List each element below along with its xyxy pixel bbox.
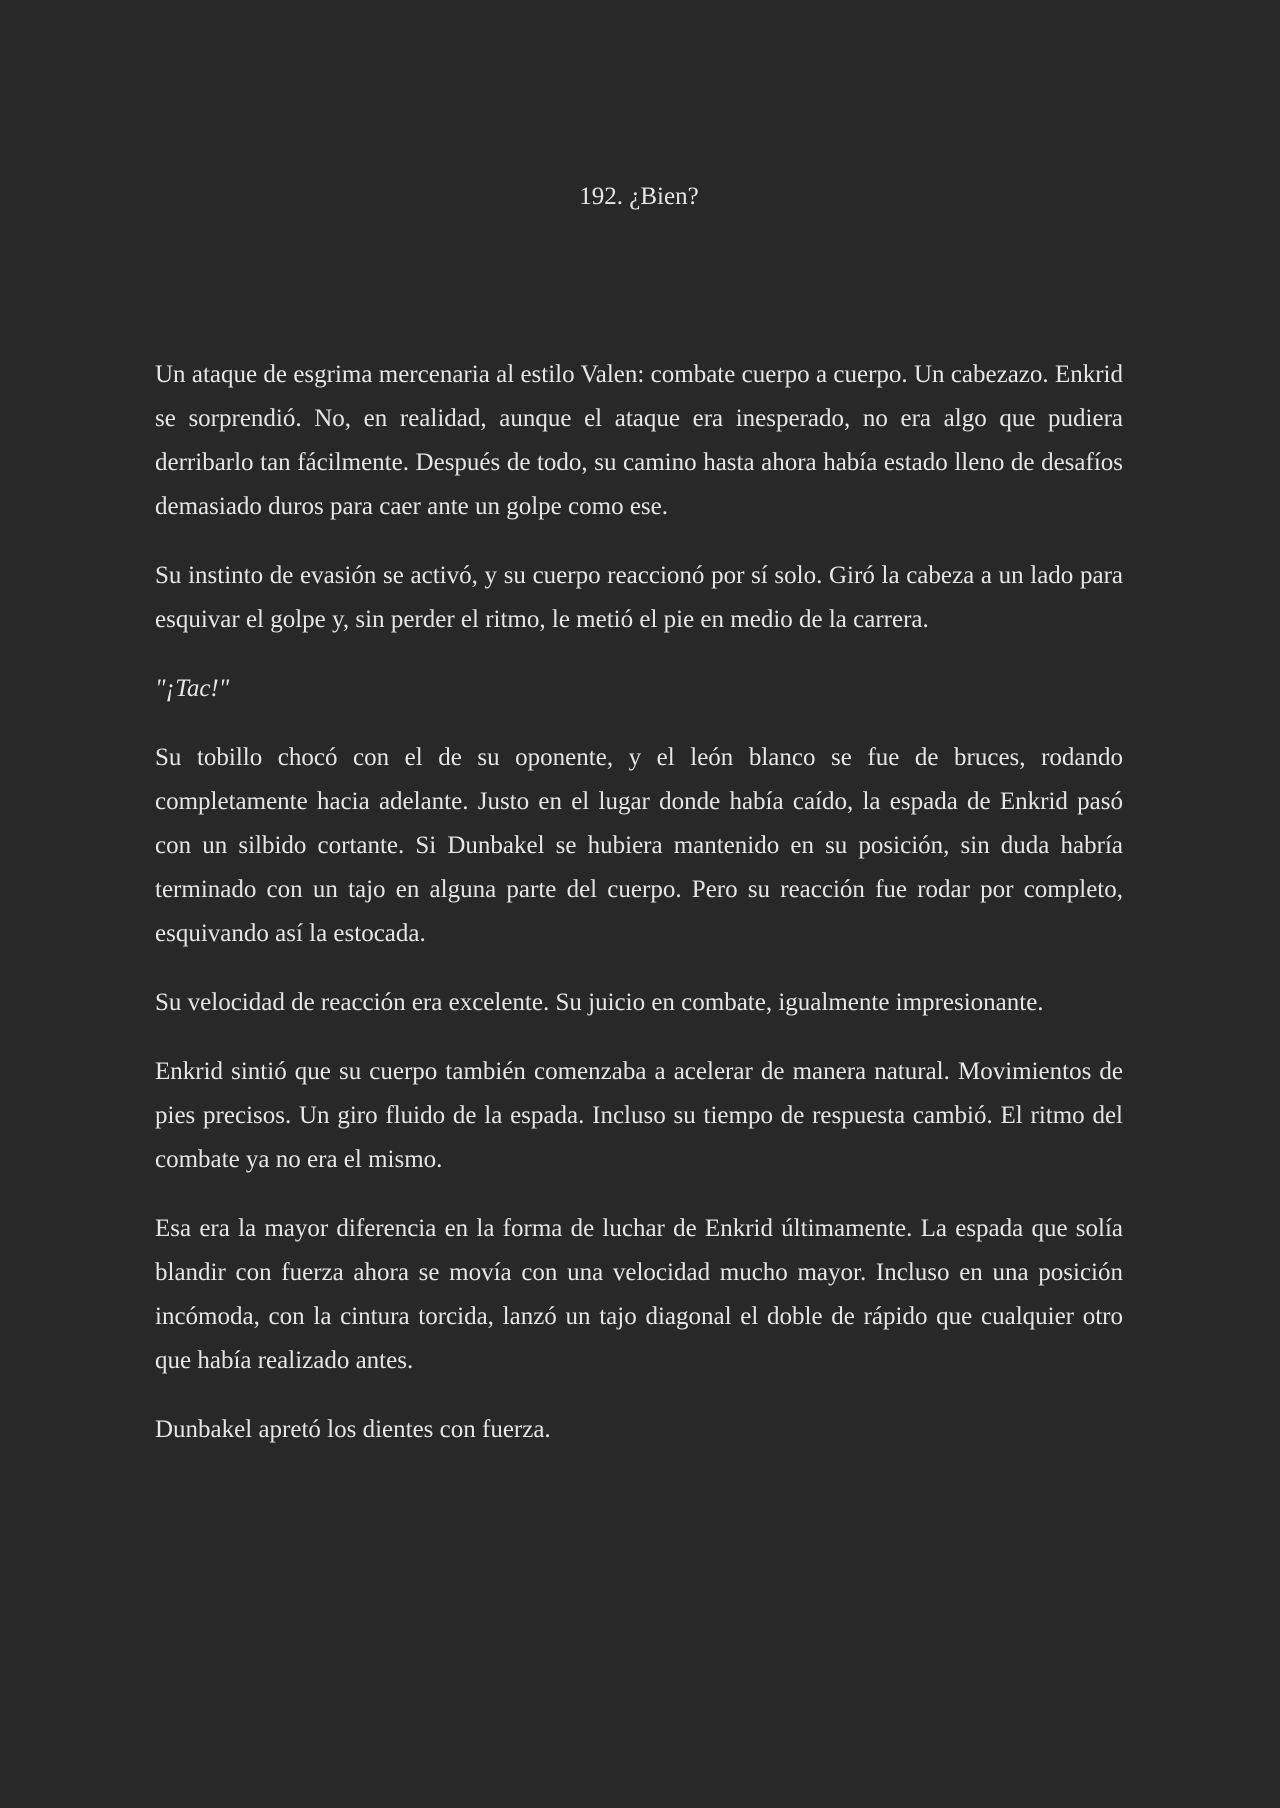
paragraph: Su velocidad de reacción era excelente. Su juicio en combate, igualmente impresionante. — [155, 989, 1044, 1016]
paragraph: Enkrid sintió que su cuerpo también comenzaba a acelerar de manera natural. Movimientos de pies precisos. Un giro fluido de la espada. Incluso su tiempo de respuesta cambió. El ritmo del combate ya no era el mismo. — [155, 1058, 1123, 1173]
chapter-body — [155, 353, 1123, 1452]
document-page — [155, 0, 1123, 1477]
chapter-title: 192. ¿Bien? — [579, 183, 699, 210]
paragraph: Dunbakel apretó los dientes con fuerza. — [155, 1416, 551, 1443]
paragraph: Un ataque de esgrima mercenaria al estilo Valen: combate cuerpo a cuerpo. Un cabezazo. Enkrid se sorprendió. No, en realidad, aunque el ataque era inesperado, no era algo que pudiera derribarlo tan fácilmente. Después de todo, su camino hasta ahora había estado lleno de desafíos demasiado duros para caer ante un golpe como ese. — [155, 361, 1123, 520]
sound-effect-paragraph: "¡Tac!" — [155, 675, 230, 702]
paragraph: Esa era la mayor diferencia en la forma de luchar de Enkrid últimamente. La espada que solía blandir con fuerza ahora se movía con una velocidad mucho mayor. Incluso en una posición incómoda, con la cintura torcida, lanzó un tajo diagonal el doble de rápido que cualquier otro que había realizado antes. — [155, 1215, 1123, 1374]
paragraph: Su tobillo chocó con el de su oponente, y el león blanco se fue de bruces, rodando completamente hacia adelante. Justo en el lugar donde había caído, la espada de Enkrid pasó con un silbido cortante. Si Dunbakel se hubiera mantenido en su posición, sin duda habría terminado con un tajo en alguna parte del cuerpo. Pero su reacción fue rodar por completo, esquivando así la estocada. — [155, 744, 1123, 947]
paragraph: Su instinto de evasión se activó, y su cuerpo reaccionó por sí solo. Giró la cabeza a un lado para esquivar el golpe y, sin perder el ritmo, le metió el pie en medio de la carrera. — [155, 562, 1123, 633]
